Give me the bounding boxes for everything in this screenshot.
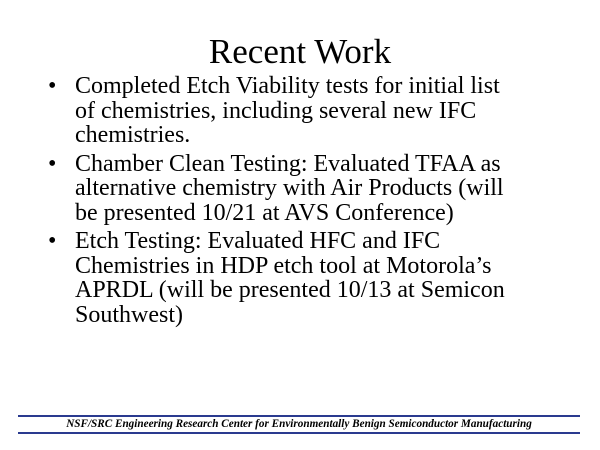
bullet-line: Chamber Clean Testing: Evaluated TFAA as [75,150,501,177]
bullet-dot-icon: • [48,150,57,177]
bullet-line: Etch Testing: Evaluated HFC and IFC [75,228,441,254]
bullet-line: APRDL (will be presented 10/13 at Semicon [75,277,505,303]
bullet-item [45,229,580,327]
slide-title: Recent Work [208,32,392,71]
footer-text: NSF/SRC Engineering Research Center for Environmentally Benign Semiconductor Manufacturing [66,418,532,430]
bullet-line: be presented 10/21 at AVS Conference) [75,199,454,226]
bullet-item [45,152,580,226]
bullet-item [45,74,580,148]
bullet-line: of chemistries, including several new IFC [75,97,477,124]
footer-rule-bottom [18,432,580,434]
bullet-line: Chemistries in HDP etch tool at Motorola’s [75,252,492,279]
bullet-dot-icon: • [48,228,57,254]
bullet-dot-icon: • [48,73,57,99]
bullet-line: alternative chemistry with Air Products (will [75,175,504,201]
bullet-line: chemistries. [75,122,191,148]
bullet-line: Southwest) [75,301,183,328]
bullet-line: Completed Etch Viability tests for initial list [75,73,500,99]
bullet-list [45,74,580,331]
